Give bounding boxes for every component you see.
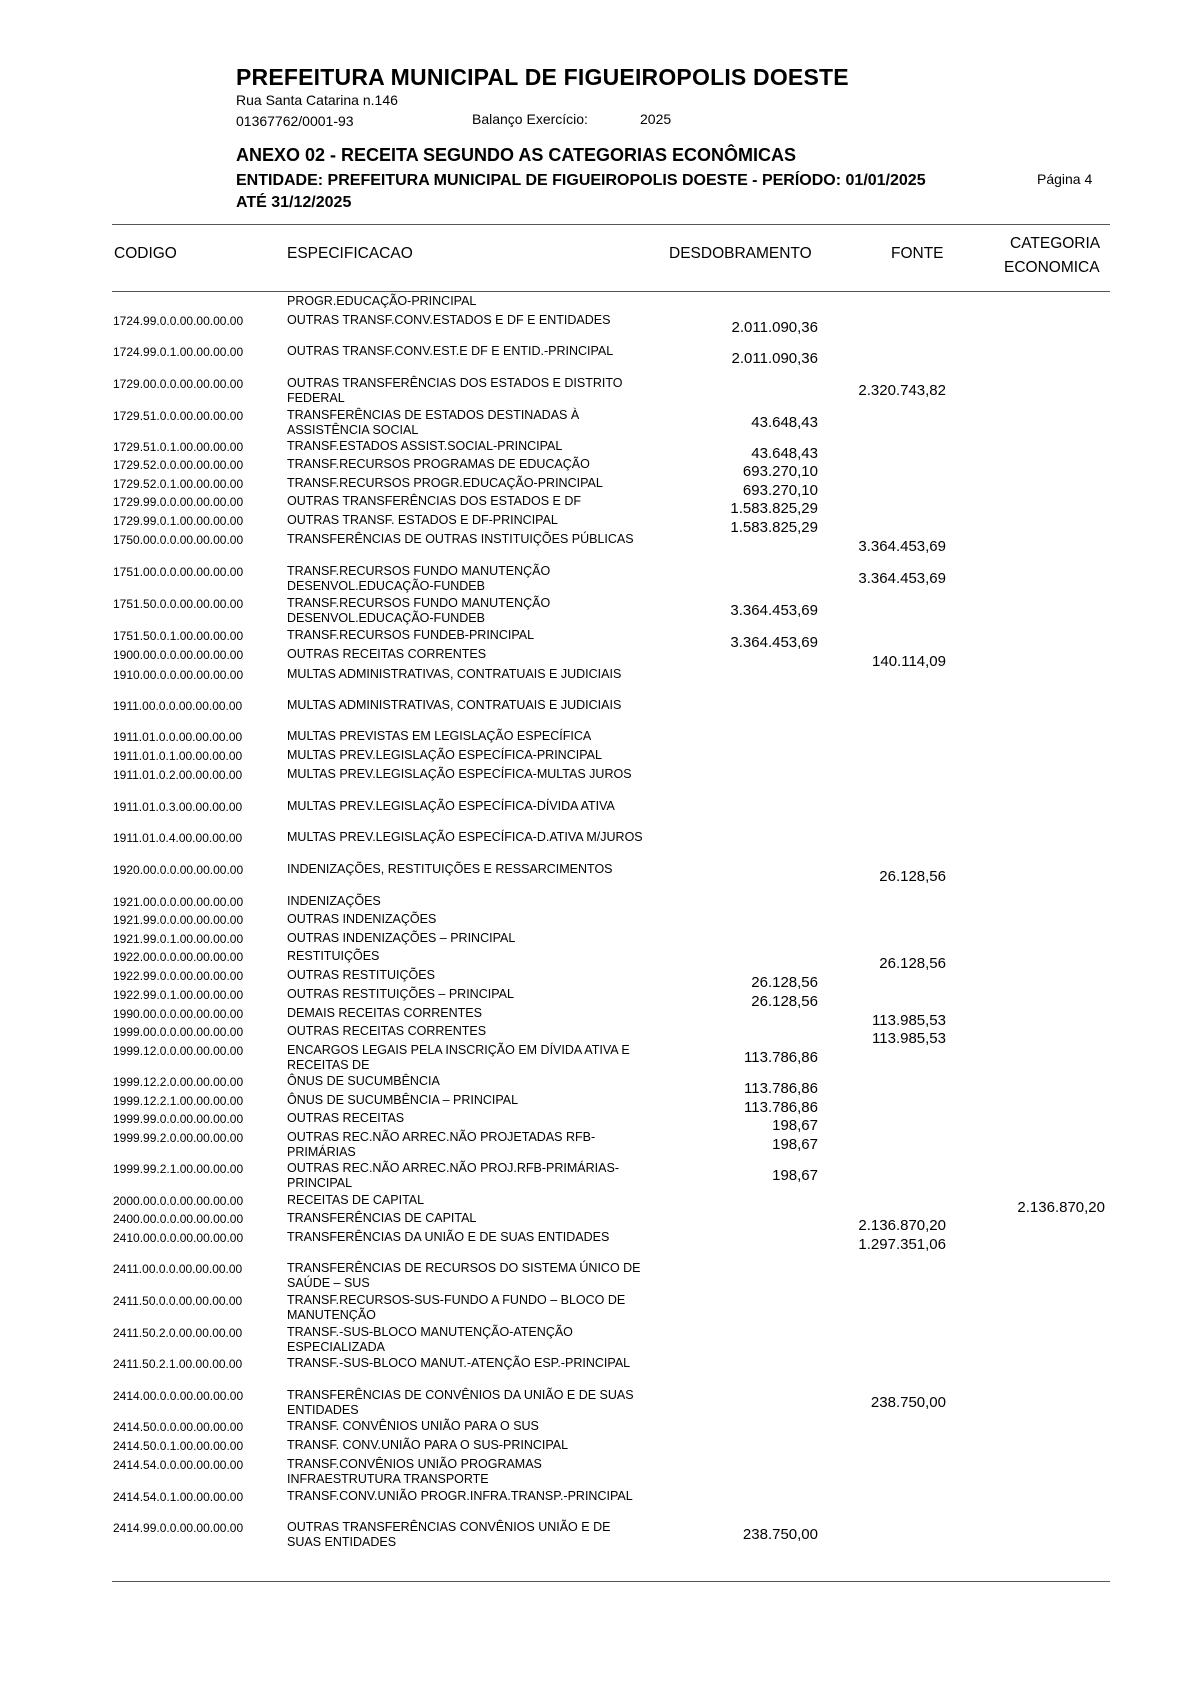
row-code: 1920.00.0.0.00.00.00.00 (113, 863, 244, 877)
row-specification: OUTRAS TRANSFERÊNCIAS DOS ESTADOS E DF (287, 494, 582, 508)
row-desdobramento: 198,67 (772, 1117, 818, 1134)
row-specification: ÔNUS DE SUCUMBÊNCIA – PRINCIPAL (287, 1093, 519, 1107)
row-specification: OUTRAS TRANSF.CONV.ESTADOS E DF E ENTIDADES (287, 313, 611, 327)
row-desdobramento: 198,67 (772, 1136, 818, 1153)
row-code: 1911.01.0.1.00.00.00.00 (113, 749, 243, 763)
row-code: 2414.54.0.0.00.00.00.00 (113, 1458, 244, 1472)
row-code: 2414.50.0.0.00.00.00.00 (113, 1420, 244, 1434)
row-fonte: 140.114,09 (872, 653, 946, 670)
row-desdobramento: 26.128,56 (751, 974, 818, 991)
row-code: 1751.50.0.1.00.00.00.00 (113, 629, 244, 643)
row-specification: TRANSF.RECURSOS FUNDO MANUTENÇÃO DESENVOL.EDUCAÇÃO-FUNDEB (287, 596, 551, 625)
row-fonte: 113.985,53 (872, 1012, 946, 1029)
row-specification: INDENIZAÇÕES (287, 894, 381, 908)
row-specification: MULTAS PREVISTAS EM LEGISLAÇÃO ESPECÍFICA (287, 729, 592, 743)
col-categoria-line2: ECONOMICA (1004, 259, 1100, 276)
row-code: 2414.54.0.1.00.00.00.00 (113, 1490, 244, 1504)
row-fonte: 1.297.351,06 (858, 1236, 946, 1253)
row-code: 1910.00.0.0.00.00.00.00 (113, 668, 244, 682)
cnpj: 01367762/0001-93 (236, 113, 354, 129)
row-fonte: 113.985,53 (872, 1030, 946, 1047)
row-code: 1751.00.0.0.00.00.00.00 (113, 565, 244, 579)
row-code: 2411.00.0.0.00.00.00.00 (113, 1262, 243, 1276)
row-fonte: 3.364.453,69 (858, 570, 946, 587)
row-code: 1999.12.0.0.00.00.00.00 (113, 1044, 244, 1058)
balance-label: Balanço Exercício: (472, 111, 588, 127)
row-specification: OUTRAS REC.NÃO ARREC.NÃO PROJ.RFB-PRIMÁRIAS-PRINCIPAL (287, 1161, 619, 1190)
row-code: 1729.99.0.0.00.00.00.00 (113, 495, 244, 509)
row-desdobramento: 3.364.453,69 (730, 634, 818, 651)
row-specification: MULTAS PREV.LEGISLAÇÃO ESPECÍFICA-PRINCIPAL (287, 748, 602, 762)
row-code: 1921.99.0.1.00.00.00.00 (113, 932, 244, 946)
row-specification: TRANSFERÊNCIAS DE RECURSOS DO SISTEMA ÚNICO DE SAÚDE – SUS (287, 1261, 641, 1290)
row-code: 1751.50.0.0.00.00.00.00 (113, 597, 244, 611)
row-code: 1922.99.0.0.00.00.00.00 (113, 969, 244, 983)
row-specification: OUTRAS RECEITAS CORRENTES (287, 647, 487, 661)
row-code: 2414.99.0.0.00.00.00.00 (113, 1521, 244, 1535)
row-fonte: 3.364.453,69 (858, 538, 946, 555)
row-specification: OUTRAS TRANSF.CONV.EST.E DF E ENTID.-PRINCIPAL (287, 344, 614, 358)
row-specification: RESTITUIÇÕES (287, 949, 380, 963)
row-specification: TRANSF.CONV.UNIÃO PROGR.INFRA.TRANSP.-PRINCIPAL (287, 1489, 633, 1503)
row-specification: RECEITAS DE CAPITAL (287, 1193, 425, 1207)
row-desdobramento: 198,67 (772, 1167, 818, 1184)
row-desdobramento: 693.270,10 (742, 482, 818, 499)
row-code: 1729.51.0.1.00.00.00.00 (113, 440, 244, 454)
row-specification: TRANSFERÊNCIAS DE ESTADOS DESTINADAS À ASSISTÊNCIA SOCIAL (287, 408, 580, 437)
row-fonte: 238.750,00 (870, 1394, 946, 1411)
row-code: 1911.01.0.0.00.00.00.00 (113, 730, 243, 744)
row-code: 1911.00.0.0.00.00.00.00 (113, 699, 243, 713)
row-code: 1729.52.0.0.00.00.00.00 (113, 458, 244, 472)
page-number: Página 4 (1037, 171, 1093, 187)
row-specification: TRANSFERÊNCIAS DE OUTRAS INSTITUIÇÕES PÚBLICAS (287, 532, 634, 546)
col-codigo: CODIGO (114, 245, 177, 262)
row-specification: TRANSF. CONV.UNIÃO PARA O SUS-PRINCIPAL (287, 1438, 569, 1452)
row-specification: TRANSF.RECURSOS PROGRAMAS DE EDUCAÇÃO (287, 457, 590, 471)
row-specification: TRANSFERÊNCIAS DA UNIÃO E DE SUAS ENTIDADES (287, 1230, 610, 1244)
row-code: 2400.00.0.0.00.00.00.00 (113, 1212, 244, 1226)
row-specification: ÔNUS DE SUCUMBÊNCIA (287, 1074, 440, 1088)
row-code: 1724.99.0.1.00.00.00.00 (113, 345, 244, 359)
row-specification: TRANSF.RECURSOS PROGR.EDUCAÇÃO-PRINCIPAL (287, 476, 603, 490)
row-code: 1999.12.2.1.00.00.00.00 (113, 1094, 244, 1108)
row-specification: MULTAS ADMINISTRATIVAS, CONTRATUAIS E JUDICIAIS (287, 667, 622, 681)
row-specification: OUTRAS RECEITAS (287, 1111, 405, 1125)
row-specification: OUTRAS INDENIZAÇÕES – PRINCIPAL (287, 931, 516, 945)
row-code: 1921.99.0.0.00.00.00.00 (113, 913, 244, 927)
row-specification: OUTRAS TRANSFERÊNCIAS DOS ESTADOS E DISTRITO FEDERAL (287, 376, 623, 405)
col-fonte: FONTE (891, 245, 944, 262)
row-desdobramento: 113.786,86 (744, 1049, 818, 1066)
row-fonte: 26.128,56 (879, 955, 946, 972)
row-desdobramento: 113.786,86 (744, 1099, 818, 1116)
row-code: 1999.12.2.0.00.00.00.00 (113, 1075, 244, 1089)
row-specification: TRANSFERÊNCIAS DE CONVÊNIOS DA UNIÃO E DE SUAS ENTIDADES (287, 1388, 634, 1417)
row-code: 2411.50.2.1.00.00.00.00 (113, 1357, 243, 1371)
row-specification: ENCARGOS LEGAIS PELA INSCRIÇÃO EM DÍVIDA ATIVA E RECEITAS DE (287, 1043, 630, 1072)
row-code: 1729.00.0.0.00.00.00.00 (113, 377, 244, 391)
row-specification: TRANSF.CONVÊNIOS UNIÃO PROGRAMAS INFRAESTRUTURA TRANSPORTE (287, 1457, 542, 1486)
row-code: 1729.99.0.1.00.00.00.00 (113, 514, 244, 528)
row-specification: MULTAS PREV.LEGISLAÇÃO ESPECÍFICA-MULTAS JUROS (287, 767, 632, 781)
row-specification: TRANSF.-SUS-BLOCO MANUT.-ATENÇÃO ESP.-PRINCIPAL (287, 1356, 631, 1370)
row-specification: TRANSFERÊNCIAS DE CAPITAL (287, 1211, 477, 1225)
col-desdobramento: DESDOBRAMENTO (669, 245, 812, 262)
row-categoria: 2.136.870,20 (1017, 1199, 1105, 1216)
row-code: 1911.01.0.3.00.00.00.00 (113, 800, 243, 814)
row-code: 1729.51.0.0.00.00.00.00 (113, 409, 244, 423)
row-specification: OUTRAS RESTITUIÇÕES (287, 968, 435, 982)
row-code: 2410.00.0.0.00.00.00.00 (113, 1231, 244, 1245)
row-specification: TRANSF.RECURSOS FUNDO MANUTENÇÃO DESENVOL.EDUCAÇÃO-FUNDEB (287, 564, 551, 593)
entity-line-1: ENTIDADE: PREFEITURA MUNICIPAL DE FIGUEIROPOLIS DOESTE - PERÍODO: 01/01/2025 (236, 172, 926, 189)
row-desdobramento: 26.128,56 (751, 993, 818, 1010)
row-specification: TRANSF.RECURSOS-SUS-FUNDO A FUNDO – BLOCO DE MANUTENÇÃO (287, 1293, 626, 1322)
row-desdobramento: 693.270,10 (742, 463, 818, 480)
row-code: 1911.01.0.2.00.00.00.00 (113, 768, 243, 782)
row-specification: TRANSF.ESTADOS ASSIST.SOCIAL-PRINCIPAL (287, 439, 563, 453)
row-specification: DEMAIS RECEITAS CORRENTES (287, 1006, 482, 1020)
footer-divider (112, 1581, 1110, 1582)
row-specification: MULTAS PREV.LEGISLAÇÃO ESPECÍFICA-DÍVIDA ATIVA (287, 799, 615, 813)
row-specification: INDENIZAÇÕES, RESTITUIÇÕES E RESSARCIMENTOS (287, 862, 613, 876)
row-code: 1911.01.0.4.00.00.00.00 (113, 831, 243, 845)
row-desdobramento: 3.364.453,69 (730, 602, 818, 619)
row-code: 1922.00.0.0.00.00.00.00 (113, 950, 244, 964)
row-desdobramento: 1.583.825,29 (730, 500, 818, 517)
row-specification: OUTRAS RECEITAS CORRENTES (287, 1024, 487, 1038)
col-categoria-line1: CATEGORIA (1010, 235, 1101, 252)
row-code: 1990.00.0.0.00.00.00.00 (113, 1007, 244, 1021)
row-specification: PROGR.EDUCAÇÃO-PRINCIPAL (287, 294, 477, 308)
row-code: 1750.00.0.0.00.00.00.00 (113, 533, 244, 547)
row-code: 2414.00.0.0.00.00.00.00 (113, 1389, 244, 1403)
row-fonte: 26.128,56 (879, 868, 946, 885)
row-code: 1999.99.2.0.00.00.00.00 (113, 1131, 244, 1145)
row-code: 1724.99.0.0.00.00.00.00 (113, 314, 244, 328)
row-desdobramento: 238.750,00 (742, 1526, 818, 1543)
row-code: 1729.52.0.1.00.00.00.00 (113, 477, 244, 491)
row-specification: OUTRAS RESTITUIÇÕES – PRINCIPAL (287, 987, 514, 1001)
row-desdobramento: 43.648,43 (751, 414, 818, 431)
row-code: 1900.00.0.0.00.00.00.00 (113, 648, 244, 662)
report-title: PREFEITURA MUNICIPAL DE FIGUEIROPOLIS DOESTE (236, 64, 849, 90)
col-especificacao: ESPECIFICACAO (287, 245, 413, 262)
row-code: 2414.50.0.1.00.00.00.00 (113, 1439, 244, 1453)
row-code: 1922.99.0.1.00.00.00.00 (113, 988, 244, 1002)
row-desdobramento: 113.786,86 (744, 1080, 818, 1097)
row-desdobramento: 43.648,43 (751, 445, 818, 462)
row-code: 2000.00.0.0.00.00.00.00 (113, 1194, 244, 1208)
row-code: 2411.50.2.0.00.00.00.00 (113, 1326, 243, 1340)
row-fonte: 2.320.743,82 (858, 382, 946, 399)
row-specification: OUTRAS REC.NÃO ARREC.NÃO PROJETADAS RFB-PRIMÁRIAS (287, 1130, 596, 1159)
row-desdobramento: 2.011.090,36 (731, 350, 818, 367)
balance-year: 2025 (640, 111, 672, 127)
row-specification: OUTRAS TRANSFERÊNCIAS CONVÊNIOS UNIÃO E DE SUAS ENTIDADES (287, 1520, 611, 1549)
row-code: 2411.50.0.0.00.00.00.00 (113, 1294, 243, 1308)
row-fonte: 2.136.870,20 (858, 1217, 946, 1234)
row-code: 1999.99.0.0.00.00.00.00 (113, 1112, 244, 1126)
row-specification: TRANSF.RECURSOS FUNDEB-PRINCIPAL (287, 628, 535, 642)
row-code: 1999.00.0.0.00.00.00.00 (113, 1025, 244, 1039)
row-specification: MULTAS PREV.LEGISLAÇÃO ESPECÍFICA-D.ATIVA M/JUROS (287, 830, 643, 844)
address: Rua Santa Catarina n.146 (236, 92, 398, 108)
row-code: 1999.99.2.1.00.00.00.00 (113, 1162, 244, 1176)
row-desdobramento: 1.583.825,29 (730, 519, 818, 536)
row-specification: TRANSF. CONVÊNIOS UNIÃO PARA O SUS (287, 1419, 539, 1433)
row-specification: OUTRAS TRANSF. ESTADOS E DF-PRINCIPAL (287, 513, 558, 527)
row-specification: OUTRAS INDENIZAÇÕES (287, 912, 437, 926)
annex-title: ANEXO 02 - RECEITA SEGUNDO AS CATEGORIAS ECONÔMICAS (236, 145, 797, 165)
row-specification: TRANSF.-SUS-BLOCO MANUTENÇÃO-ATENÇÃO ESPECIALIZADA (287, 1325, 573, 1354)
row-code: 1921.00.0.0.00.00.00.00 (113, 895, 244, 909)
entity-line-2: ATÉ 31/12/2025 (236, 194, 352, 211)
row-specification: MULTAS ADMINISTRATIVAS, CONTRATUAIS E JUDICIAIS (287, 698, 622, 712)
row-desdobramento: 2.011.090,36 (731, 319, 818, 336)
